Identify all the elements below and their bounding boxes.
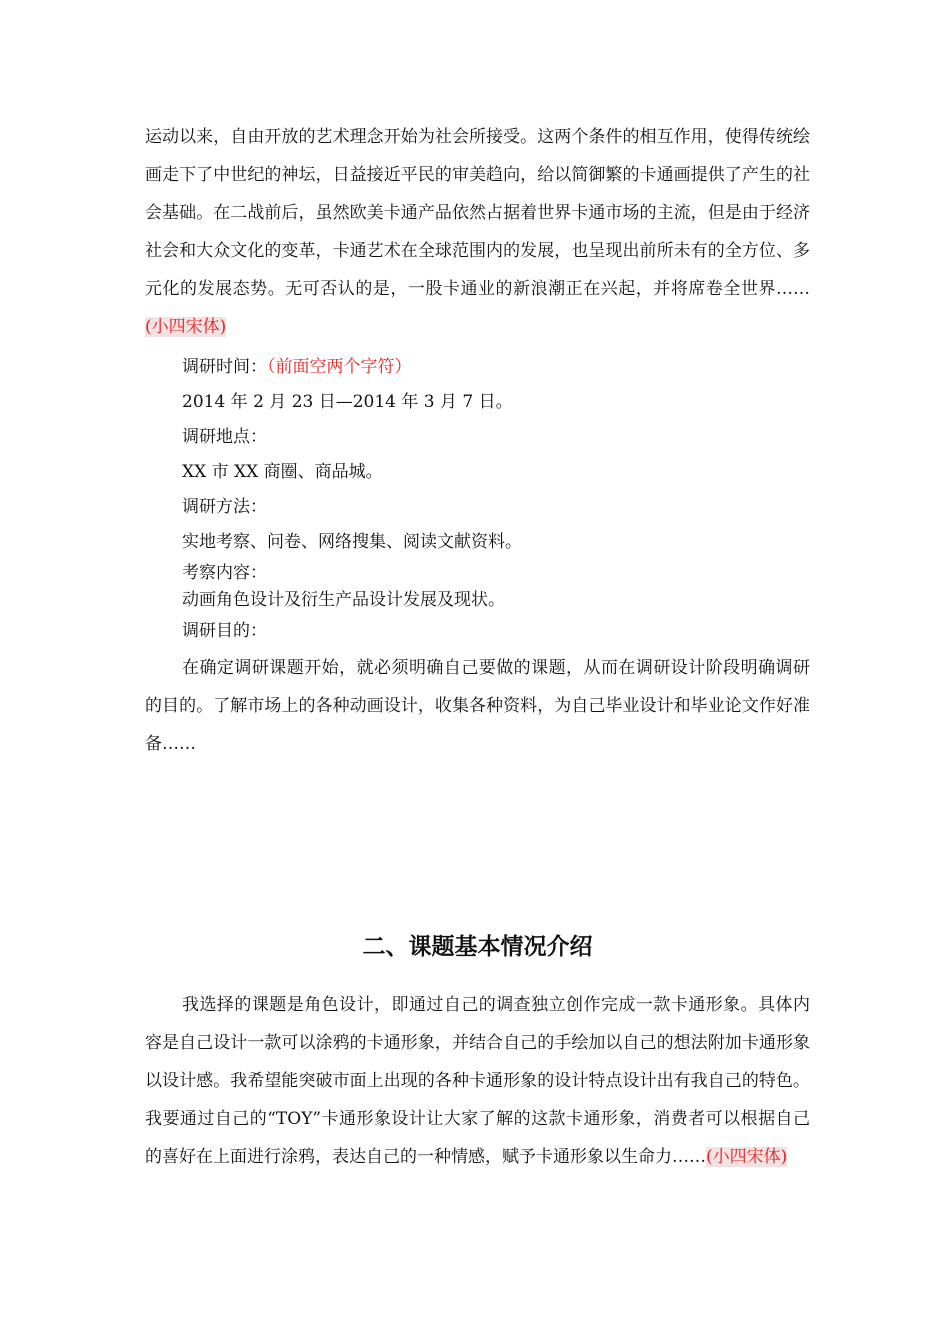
survey-purpose-value: 在确定调研课题开始，就必须明确自己要做的课题，从而在调研设计阶段明确调研的目的。了解市场上的各种动画设计，收集各种资料，为自己毕业设计和毕业论文作好准备…… xyxy=(145,658,810,754)
section-body xyxy=(145,986,810,1176)
page-body xyxy=(145,118,810,763)
intro-paragraph xyxy=(145,118,810,346)
survey-content-label: 考察内容： xyxy=(182,563,267,583)
section-paragraph xyxy=(145,986,810,1176)
survey-content-value: 动画角色设计及衍生产品设计发展及现状。 xyxy=(182,590,505,610)
survey-method-value: 实地考察、问卷、网络搜集、阅读文献资料。 xyxy=(182,532,522,552)
section-font-note: (小四宋体) xyxy=(706,1147,788,1167)
survey-time-label: 调研时间： xyxy=(182,357,267,377)
section-heading: 二、课题基本情况介绍 xyxy=(362,934,593,960)
survey-purpose-label: 调研目的： xyxy=(182,621,267,641)
section-paragraph-text: 我选择的课题是角色设计，即通过自己的调查独立创作完成一款卡通形象。具体内容是自己设计一款可以涂鸦的卡通形象，并结合自己的手绘加以自己的想法附加卡通形象以设计感。我希望能突破市面上出现的各种卡通形象的设计特点设计出有我自己的特色。我要通过自己的“TOY”卡通形象设计让大家了解的这款卡通形象，消费者可以根据自己的喜好在上面进行涂鸦，表达自己的一种情感，赋予卡通形象以生命力…… xyxy=(145,995,810,1167)
survey-time-label-line xyxy=(145,350,810,385)
survey-place-label: 调研地点： xyxy=(182,427,267,447)
survey-time-note: （前面空两个字符） xyxy=(267,357,412,377)
font-note: (小四宋体) xyxy=(145,317,227,337)
survey-time-value: 2014 年 2 月 23 日—2014 年 3 月 7 日。 xyxy=(182,392,513,412)
survey-method-label: 调研方法： xyxy=(182,497,267,517)
survey-place-value: XX 市 XX 商圈、商品城。 xyxy=(182,462,383,482)
intro-paragraph-text: 运动以来，自由开放的艺术理念开始为社会所接受。这两个条件的相互作用，使得传统绘画走下了中世纪的神坛，日益接近平民的审美趋向，给以简御繁的卡通画提供了产生的社会基础。在二战前后，虽然欧美卡通产品依然占据着世界卡通市场的主流，但是由于经济社会和大众文化的变革，卡通艺术在全球范围内的发展，也呈现出前所未有的全方位、多元化的发展态势。无可否认的是，一股卡通业的新浪潮正在兴起，并将席卷全世界…… xyxy=(145,127,810,299)
